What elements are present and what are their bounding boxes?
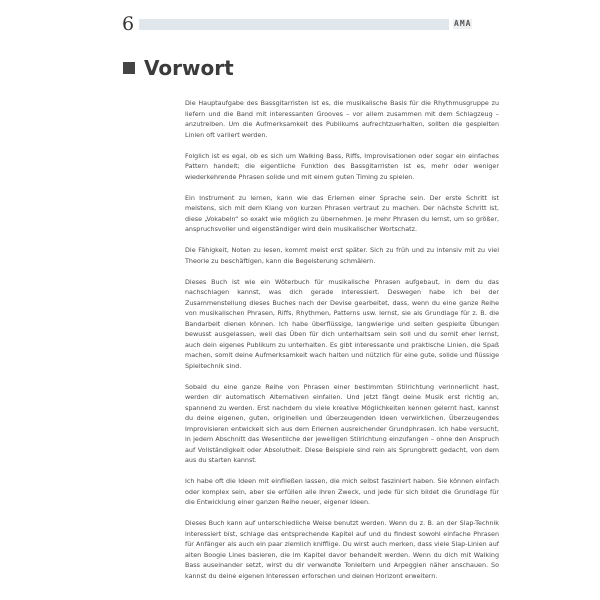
paragraph: Die Hauptaufgabe des Bassgitarristen ist es, die musikalische Basis für die Rhythmusgruppe zu liefern und die Band mit interessanten Grooves – vor allem zusammen mit dem Schlagzeug – anzutreiben. Um die Aufmerksamkeit des Publikums aufrechtzuerhalten, sollten die gespielten Linien oft variiert werden.: [185, 99, 499, 139]
paragraph: Ich habe oft die Ideen mit einfließen lassen, die mich selbst fasziniert haben. Sie können einfach oder komplex sein, aber sie erfüllen alle ihren Zweck, und jede für sich bildet die Grundlage für die Entwicklung einer ganzen Reihe neuer, eigener Ideen.: [185, 477, 499, 506]
paragraph: Dieses Buch ist wie ein Wöterbuch für musikalische Phrasen aufgebaut, in dem du das nachschlagen kannst, was dich gerade interessiert. Deswegen habe ich bei der Zusammenstellung dieses Buches nach der Devise gearbeitet, dass, wenn du eine ganze Reihe von musikalischen Phrasen, Riffs, Rhythmen, Patterns usw. lernst, sie als Grundlage für z. B. die Bandarbeit dienen können. Ich habe überflüssige, langwierige und selten gespielte Übungen bewusst ausgelassen, weil das Üben für dich unterhaltsam sein soll und du somit eher lernst, auch dein eigenes Publikum zu unterhalten. Es gibt interessante und praktische Linien, die Spaß machen, somit deine Aufmerksamkeit wach halten und nützlich für eine gute, solide und flüssige Spieltechnik sind.: [185, 277, 499, 370]
section-title-text: Vorwort: [144, 56, 234, 80]
paragraph: Ein Instrument zu lernen, kann wie das Erlernen einer Sprache sein. Der erste Schritt ist meistens, sich mit dem Klang von kurzen Phrasen vertraut zu machen. Der nächste Schritt ist, diese „Vokabeln“ so exakt wie möglich zu übernehmen. Je mehr Phrasen du lernst, um so größer, anspruchsvoller und eigenständiger wird dein musikalischer Wortschatz.: [185, 193, 499, 233]
paragraph: Folglich ist es egal, ob es sich um Walking Bass, Riffs, Improvisationen oder sogar ein einfaches Pattern handelt; die eigentliche Funktion des Bassgitarristen ist es, mehr oder weniger wiederkehrende Phrasen solide und mit einem guten Timing zu spielen.: [185, 151, 499, 181]
paragraph: Dieses Buch kann auf unterschiedliche Weise benutzt werden. Wenn du z. B. an der Slap-Technik interessiert bist, schlage das entsprechende Kapitel auf und du findest sowohl einfache Phrasen für Anfänger als auch ein paar ziemlich knifflige. Du wirst auch merken, dass viele Slap-Linien auf alten Boogie Lines basieren, die im Kapitel davor behandelt werden. Wenn du dich mit Walking Bass auseinander setzt, wirst du dir verwandte Tonleitern und Arpeggien näher anschauen. So kannst du deine eigenen Interessen erforschen und deinen Horizont erweitern.: [185, 519, 499, 580]
section-title: [123, 56, 234, 80]
body-text: [185, 98, 499, 592]
page-number: 6: [122, 13, 135, 35]
square-bullet-icon: [123, 62, 135, 74]
page-header: [122, 14, 482, 34]
paragraph: Die Fähigkeit, Noten zu lesen, kommt meist erst später. Sich zu früh und zu intensiv mit zu viel Theorie zu beschäftigen, kann die Begeisterung schmälern.: [185, 246, 499, 265]
publisher-logo: AMA: [454, 19, 472, 28]
header-bar: [139, 19, 449, 30]
paragraph: Sobald du eine ganze Reihe von Phrasen einer bestimmten Stilrichtung verinnerlicht hast, werden dir automatisch Alternativen einfallen. Und jetzt fängt deine Musik erst richtig an, spannend zu werden. Erst nachdem du viele kreative Möglichkeiten kennen gelernt hast, kannst du deine eigenen, guten, originellen und überzeugenden Ideen verwirklichen. Überzeugendes Improvisieren entwickelt sich aus dem Erlernen ausreichender Grundphrasen. Ich habe versucht, in jedem Abschnitt das Wesentliche der jeweiligen Stilrichtung einzufangen – ohne den Anspruch auf Vollständigkeit oder Absolutheit. Diese Beispiele sind rein als Sprungbrett gedacht, von dem aus du starten kannst.: [185, 382, 499, 464]
